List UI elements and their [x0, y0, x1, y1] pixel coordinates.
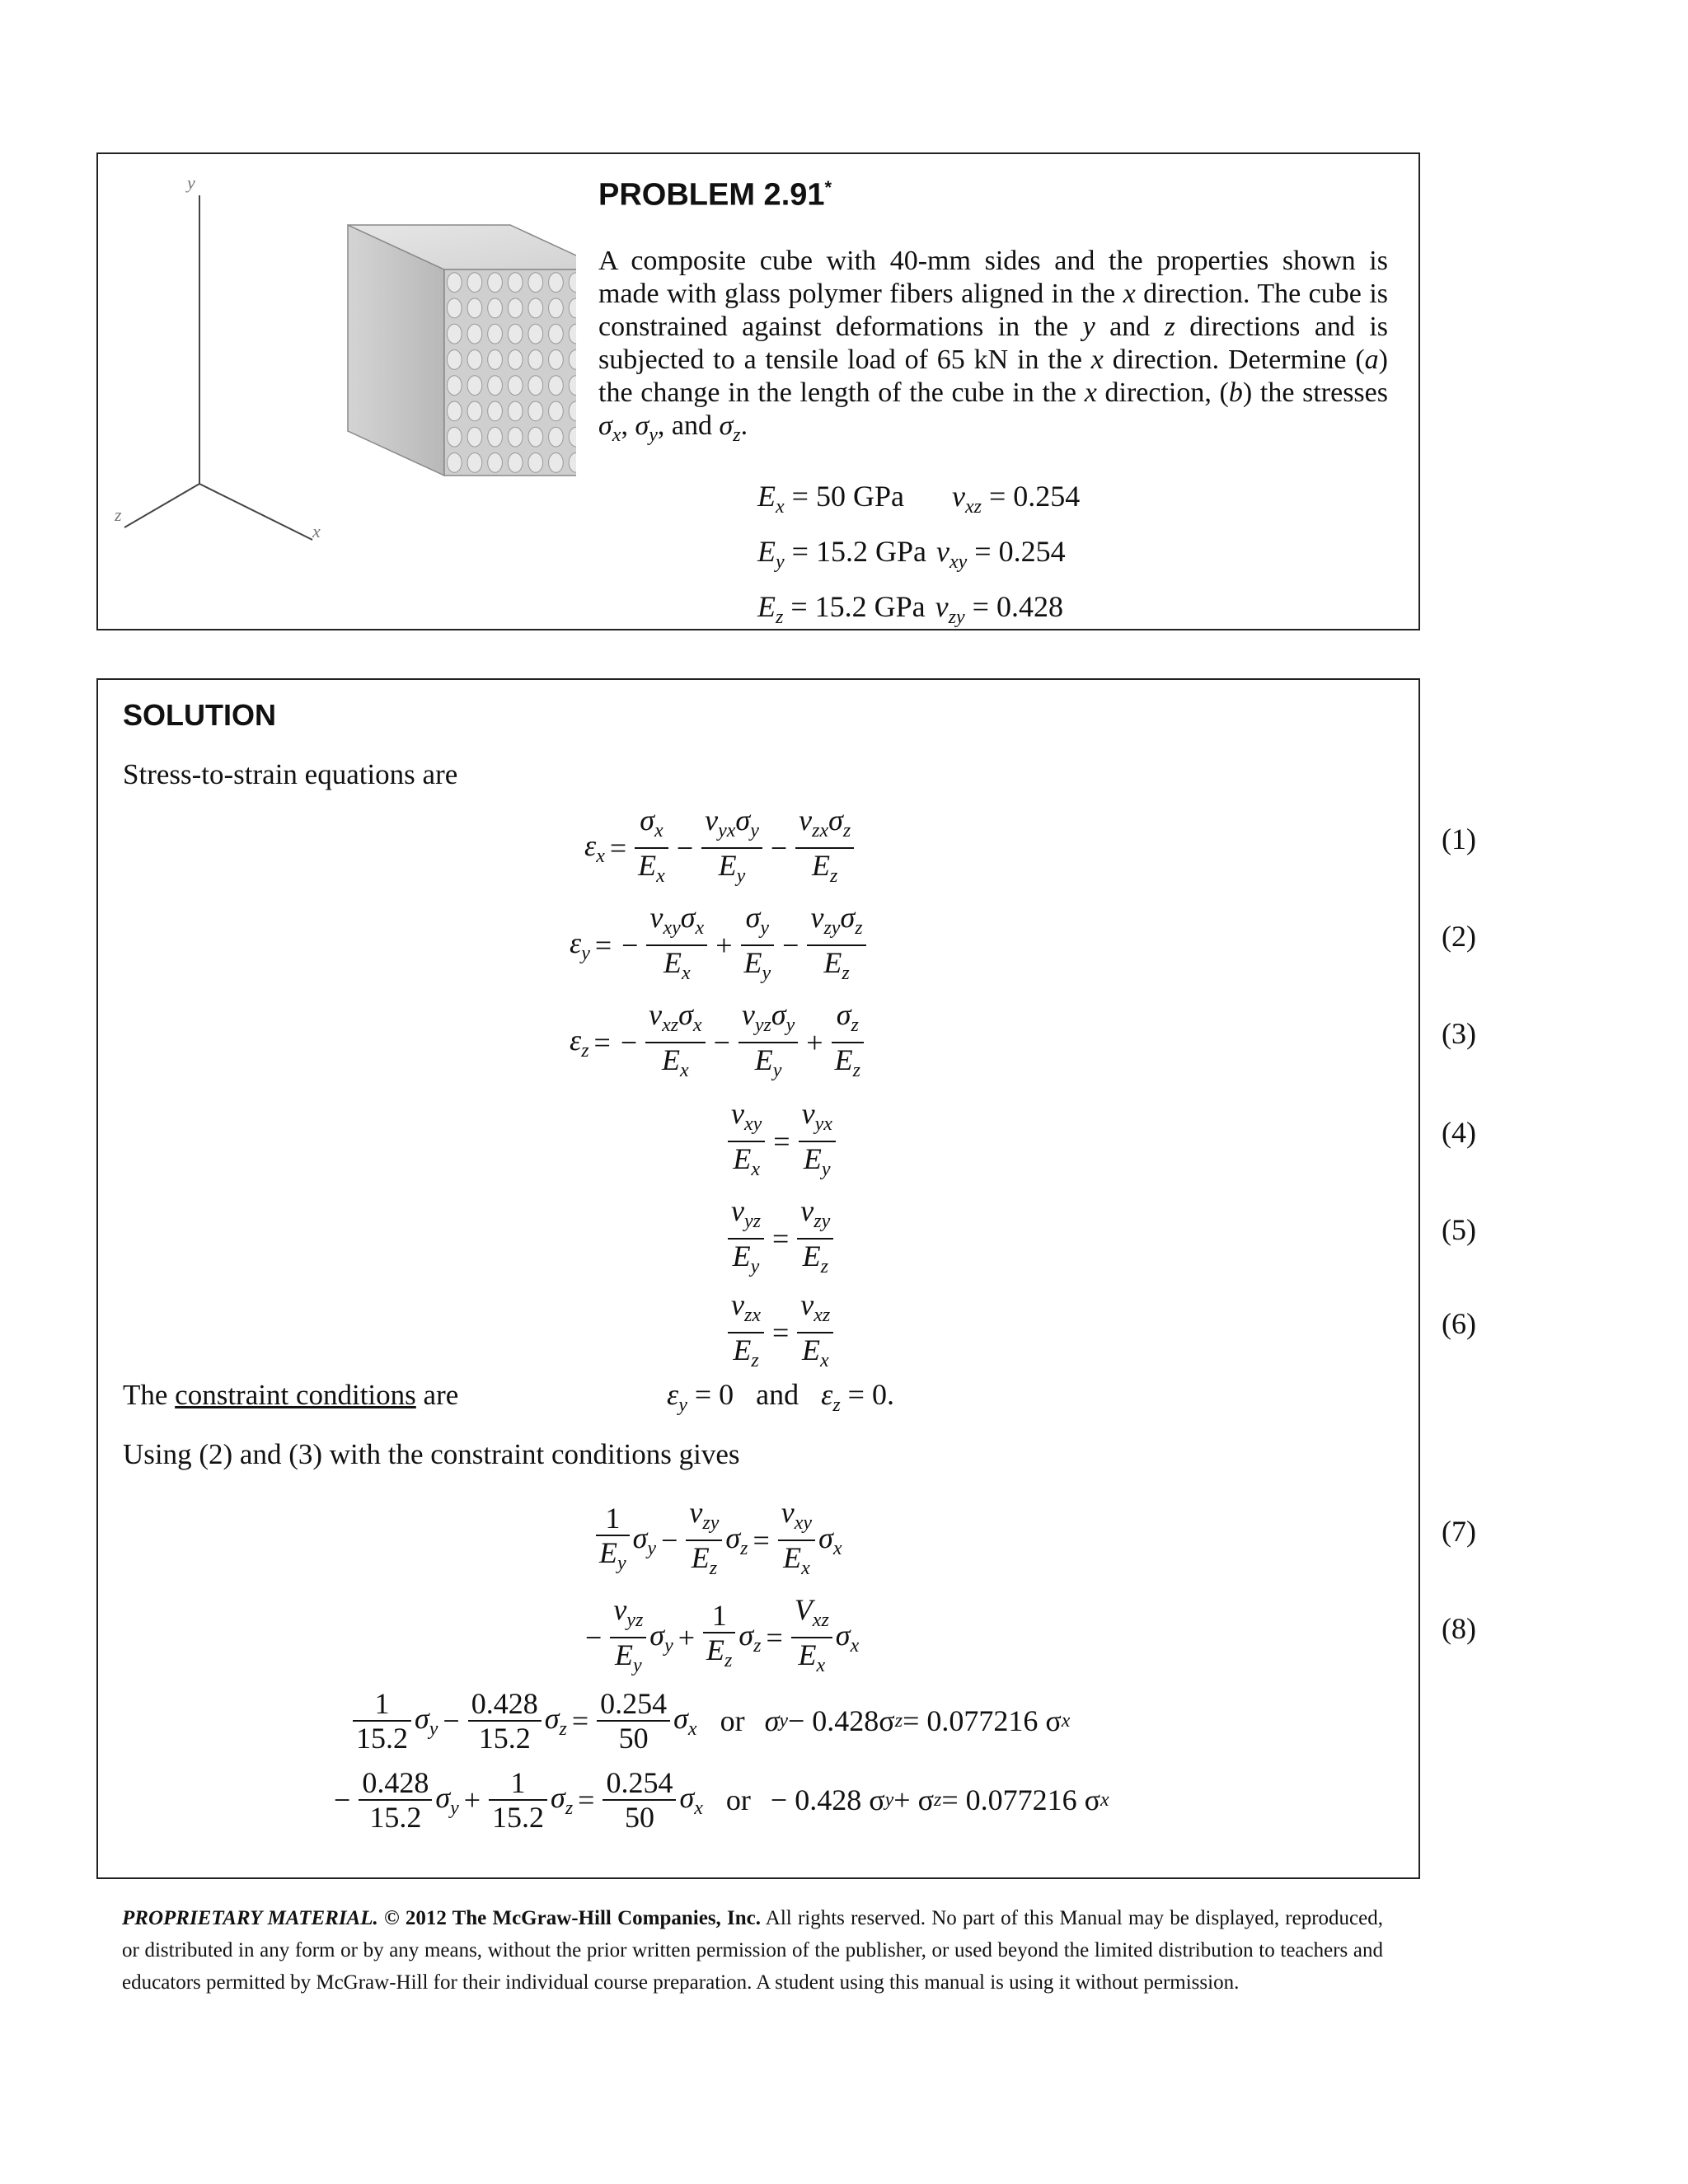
fiber-end: [528, 350, 543, 370]
fiber-end: [508, 376, 523, 396]
fiber-end: [467, 324, 482, 344]
fiber-end: [447, 324, 462, 344]
problem-statement: A composite cube with 40-mm sides and the properties shown is made with glass polymer fibers aligned in the x direction. The cube is constrained against deformations in the y and z directions and is subjected to a tensile load of 65 kN in the x direction. Determine (a) the change in the length of the cube in the x direction, (b) the stresses $\sigma_x$, $\sigma_y$, and $\sigma_z$.: [598, 246, 1389, 446]
eq-number: (4): [1442, 1116, 1476, 1149]
eq-number: (6): [1442, 1307, 1476, 1340]
eq-number: (5): [1442, 1213, 1476, 1246]
fiber-end: [508, 324, 523, 344]
equation-8: − $\frac{\nu_{yz}}{E_y}$ $\sigma_y$ + $\frac{1}{E_z}$ $\sigma_z$ = $\frac{V_{xz}}{E_x}$ $\sigma_x$: [585, 1593, 860, 1676]
fiber-end: [488, 376, 503, 396]
equation-4: $\frac{\nu_{xy}}{E_x}$ = $\frac{\nu_{yx}}{E_y}$: [724, 1097, 839, 1186]
fiber-end: [549, 273, 564, 293]
fiber-end: [488, 401, 503, 421]
fiber-end: [488, 298, 503, 318]
fiber-end: [528, 376, 543, 396]
fiber-end: [549, 324, 564, 344]
constraint-text: The constraint conditions are: [123, 1379, 459, 1411]
problem-title: PROBLEM 2.91*: [598, 177, 832, 213]
fiber-end: [467, 427, 482, 447]
eq-number: (3): [1442, 1017, 1476, 1050]
property-row: $E_z = 15.2$ GPa $\nu_{zy} = 0.428$: [757, 590, 1063, 628]
fiber-end: [467, 350, 482, 370]
fiber-end: [549, 401, 564, 421]
eq-number: (1): [1442, 823, 1476, 855]
fiber-end: [528, 298, 543, 318]
fiber-end: [508, 401, 523, 421]
solution-box: [96, 678, 1476, 1879]
fiber-end: [488, 350, 503, 370]
eq-number: (8): [1442, 1612, 1476, 1645]
fiber-end: [549, 376, 564, 396]
fiber-end: [467, 401, 482, 421]
axis-y-label: y: [187, 172, 195, 193]
fiber-end: [508, 273, 523, 293]
equation-5: $\frac{\nu_{yz}}{E_y}$ = $\frac{\nu_{zy}}{E_z}$: [724, 1194, 837, 1283]
fiber-end: [508, 453, 523, 473]
fiber-end: [467, 273, 482, 293]
fiber-end: [488, 453, 503, 473]
fiber-end: [447, 376, 462, 396]
fiber-end: [447, 427, 462, 447]
fiber-end: [508, 350, 523, 370]
constraint-link: constraint conditions: [175, 1379, 416, 1411]
equation-7: $\frac{1}{E_y}$ $\sigma_y$ − $\frac{\nu_{zy}}{E_z}$ $\sigma_z$ = $\frac{\nu_{xy}}{E_x}$ $\sigma_x$: [593, 1496, 842, 1585]
fiber-end: [528, 427, 543, 447]
fiber-end: [508, 298, 523, 318]
equation-6: $\frac{\nu_{zx}}{E_z}$ = $\frac{\nu_{xz}}{E_x}$: [724, 1288, 837, 1377]
fiber-end: [447, 350, 462, 370]
solution-title: SOLUTION: [123, 698, 276, 732]
numeric-equation-1: $\frac{1}{15.2}$ $\sigma_y$ − $\frac{0.428}{15.2}$ $\sigma_z$ = $\frac{0.254}{50}$ $\sigma_x$ or σ y − 0.428σ z = 0.077216 σ x: [349, 1687, 1070, 1755]
constraint-equations: $\varepsilon_y = 0$ and $\varepsilon_z = 0$.: [667, 1378, 894, 1416]
fiber-end: [549, 453, 564, 473]
property-row: $E_y = 15.2$ GPa $\nu_{xy} = 0.254$: [757, 535, 1066, 573]
fiber-end: [549, 427, 564, 447]
fiber-end: [467, 298, 482, 318]
equation-1: $\varepsilon_x$ = $\frac{\sigma_x}{E_x}$ − $\frac{\nu_{yx}\sigma_y}{E_y}$ − $\frac{\nu_{zx}\sigma_z}{E_z}$: [584, 804, 857, 893]
fiber-end: [549, 350, 564, 370]
problem-box: [96, 152, 1420, 630]
fiber-end: [528, 453, 543, 473]
fiber-end: [528, 401, 543, 421]
fiber-end: [508, 427, 523, 447]
axis-z-label: z: [115, 504, 122, 525]
fiber-end: [447, 273, 462, 293]
fiber-end: [467, 376, 482, 396]
material-properties: [757, 474, 1080, 640]
fiber-end: [447, 401, 462, 421]
fiber-end: [447, 453, 462, 473]
equation-3: $\varepsilon_z$ = − $\frac{\nu_{xz}\sigma_x}{E_x}$ − $\frac{\nu_{yz}\sigma_y}{E_y}$ + $\frac{\sigma_z}{E_z}$: [570, 998, 867, 1087]
eq-number: (2): [1442, 920, 1476, 953]
using-text: Using (2) and (3) with the constraint conditions gives: [123, 1438, 740, 1470]
composite-cube-figure: [115, 171, 576, 583]
axis-x-label: x: [312, 521, 321, 541]
eq-number: (7): [1442, 1515, 1476, 1548]
numeric-equation-2: − $\frac{0.428}{15.2}$ $\sigma_y$ + $\frac{1}{15.2}$ $\sigma_z$ = $\frac{0.254}{50}$ $\sigma_x$ or − 0.428 σ y + σ z = 0.077216 σ x: [334, 1766, 1109, 1834]
fiber-end: [549, 298, 564, 318]
equation-2: $\varepsilon_y$ = − $\frac{\nu_{xy}\sigma_x}{E_x}$ + $\frac{\sigma_y}{E_y}$ − $\frac{\nu_{zy}\sigma_z}{E_z}$: [570, 901, 870, 990]
fiber-end: [447, 298, 462, 318]
fiber-end: [528, 324, 543, 344]
fiber-end: [467, 453, 482, 473]
fiber-end: [528, 273, 543, 293]
copyright-footer: PROPRIETARY MATERIAL. © 2012 The McGraw-Hill Companies, Inc. All rights reserved. No part of this Manual may be displayed, reproduced, or distributed in any form or by any means, without the prior written permission of the publisher, or used beyond the limited distribution to teachers and educators permitted by McGraw-Hill for their individual course preparation. A student using this manual is using it without permission.: [122, 1907, 1383, 1994]
fiber-end: [488, 427, 503, 447]
property-row: $E_x = 50$ GPa $\nu_{xz} = 0.254$: [757, 480, 1081, 518]
fiber-end: [488, 324, 503, 344]
solution-intro: Stress-to-strain equations are: [123, 758, 458, 790]
fiber-end: [488, 273, 503, 293]
